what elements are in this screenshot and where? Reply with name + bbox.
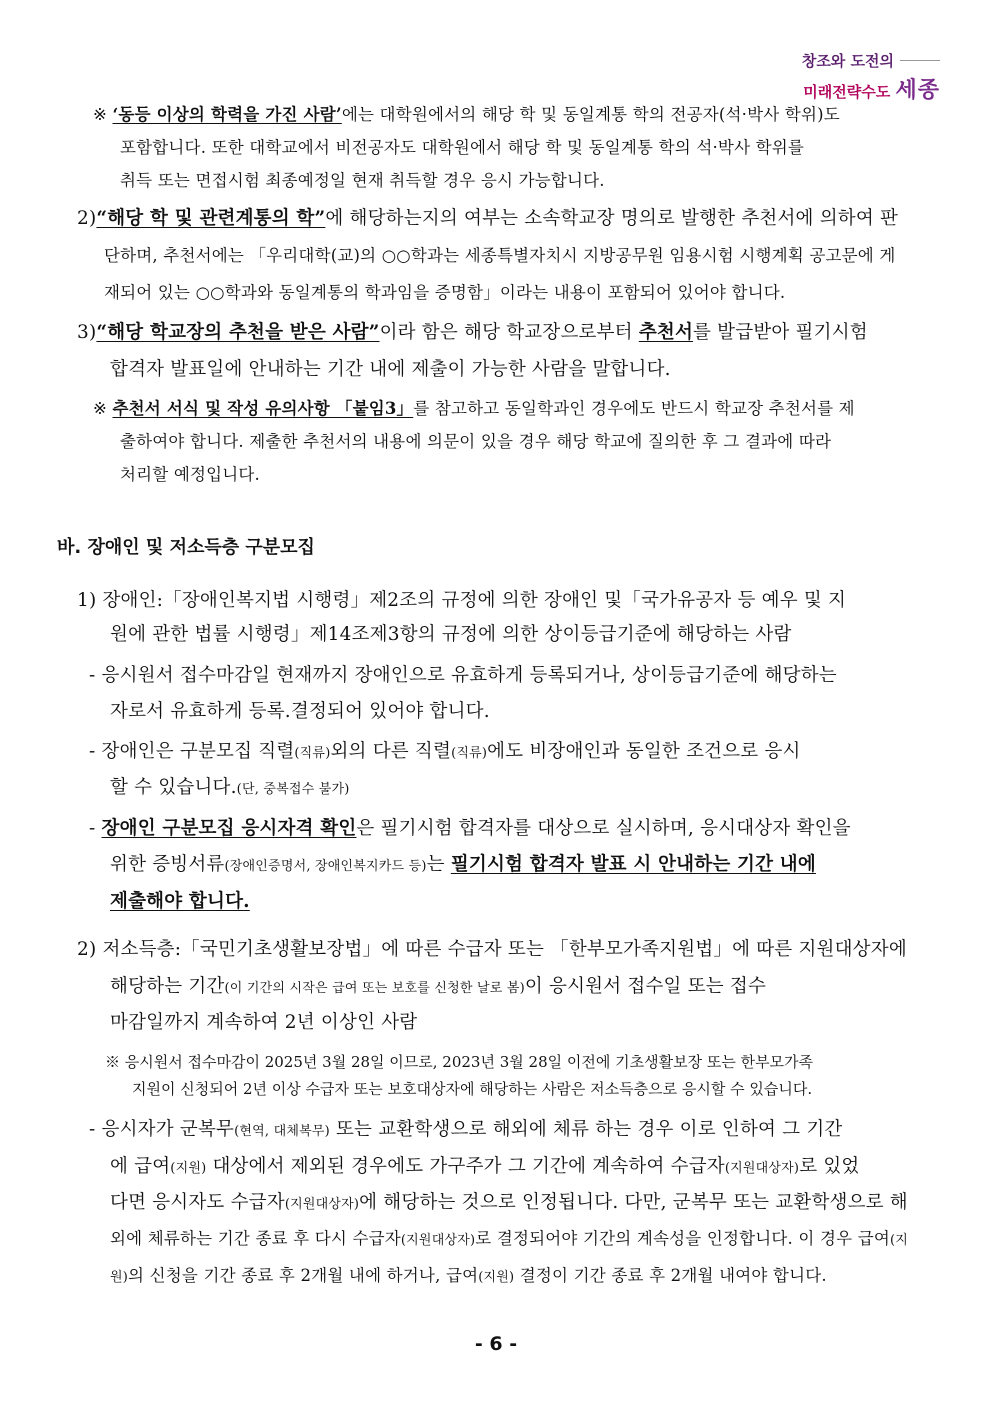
disabled-definition-line1: 1) 장애인:「장애인복지법 시행령」제2조의 규정에 의한 장애인 및「국가유공자 등 예우 및 지 [77,590,847,611]
sejong-logo [802,50,940,104]
low-income-definition-line2: 해당하는 기간(이 기간의 시작은 급여 또는 보호를 신청한 날로 봄)이 응시원서 접수일 또는 접수 [110,976,767,997]
note-equivalent-education-line2: 포함합니다. 또한 대학교에서 비전공자도 대학원에서 해당 학 및 동일계통 학의 석·박사 학위를 [120,138,805,157]
military-exchange-line4: 외에 체류하는 기간 종료 후 다시 수급자(지원대상자)로 결정되어야 기간의 계속성을 인정합니다. 이 경우 급여(지 [110,1229,909,1248]
military-exchange-line5: 원)의 신청을 기간 종료 후 2개월 내에 하거나, 급여(지원) 결정이 기간 종료 후 2개월 내여야 합니다. [110,1266,827,1285]
page-number: - 6 - [474,1333,518,1355]
disabled-eligibility-check-line1: - 장애인 구분모집 응시자격 확인은 필기시험 합격자를 대상으로 실시하며, 응시대상자 확인을 [89,818,851,839]
note-equivalent-education-line1: ※ ‘동등 이상의 학력을 가진 사람’에는 대학원에서의 해당 학 및 동일계통 학의 전공자(석·박사 학위)도 [93,105,840,124]
note-recommendation-form-line1: ※ 추천서 서식 및 작성 유의사항 「붙임3」를 참고하고 동일학과인 경우에도 반드시 학교장 추천서를 제 [93,399,855,418]
item-3-principal-recommendation-line1: 3)“해당 학교장의 추천을 받은 사람”이라 함은 해당 학교장으로부터 추천서를 발급받아 필기시험 [77,322,868,343]
logo-city-name: 세종 [895,78,940,103]
note-recommendation-form-line2: 출하여야 합니다. 제출한 추천서의 내용에 의문이 있을 경우 해당 학교에 질의한 후 그 결과에 따라 [120,432,832,451]
disabled-registration-line1: - 응시원서 접수마감일 현재까지 장애인으로 유효하게 등록되거나, 상이등급기준에 해당하는 [89,665,837,686]
note-recommendation-form-line3: 처리할 예정입니다. [120,465,261,484]
item-2-related-major-line3: 재되어 있는 ○○학과와 동일계통의 학과임을 증명함」이라는 내용이 포함되어 있어야 합니다. [104,283,786,302]
disabled-other-series-line2: 할 수 있습니다.(단, 중복접수 불가) [110,777,350,798]
military-exchange-line1: - 응시자가 군복무(현역, 대체복무) 또는 교환학생으로 해외에 체류 하는 경우 이로 인하여 그 기간 [89,1119,843,1140]
military-exchange-line3: 다면 응시자도 수급자(지원대상자)에 해당하는 것으로 인정됩니다. 다만, 군복무 또는 교환학생으로 해 [110,1192,908,1213]
low-income-definition-line3: 마감일까지 계속하여 2년 이상인 사람 [110,1012,418,1033]
note-equivalent-education-line3: 취득 또는 면접시험 최종예정일 현재 취득할 경우 응시 가능합니다. [120,171,605,190]
military-exchange-line2: 에 급여(지원) 대상에서 제외된 경우에도 가구주가 그 기간에 계속하여 수급자(지원대상자)로 있었 [110,1156,860,1177]
low-income-note-line2: 지원이 신청되어 2년 이상 수급자 또는 보호대상자에 해당하는 사람은 저소득층으로 응시할 수 있습니다. [132,1080,813,1098]
item-3-principal-recommendation-line2: 합격자 발표일에 안내하는 기간 내에 제출이 가능한 사람을 말합니다. [110,359,671,380]
disabled-eligibility-check-line3: 제출해야 합니다. [110,891,250,912]
disabled-registration-line2: 자로서 유효하게 등록.결정되어 있어야 합니다. [110,701,490,722]
low-income-definition-line1: 2) 저소득층:「국민기초생활보장법」에 따른 수급자 또는 「한부모가족지원법」에 따른 지원대상자에 [77,939,907,960]
disabled-other-series-line1: - 장애인은 구분모집 직렬(직류)외의 다른 직렬(직류)에도 비장애인과 동일한 조건으로 응시 [89,741,801,762]
section-heading: 바. 장애인 및 저소득층 구분모집 [57,537,315,558]
logo-slogan-line1: 창조와 도전의 [801,52,894,70]
item-2-related-major-line2: 단하며, 추천서에는 「우리대학(교)의 ○○학과는 세종특별자치시 지방공무원 임용시험 시행계획 공고문에 게 [104,246,896,265]
disabled-definition-line2: 원에 관한 법률 시행령」제14조제3항의 규정에 의한 상이등급기준에 해당하는 사람 [110,624,792,645]
disabled-eligibility-check-line2: 위한 증빙서류(장애인증명서, 장애인복지카드 등)는 필기시험 합격자 발표 시 안내하는 기간 내에 [110,854,816,875]
low-income-note-line1: ※ 응시원서 접수마감이 2025년 3월 28일 이므로, 2023년 3월 28일 이전에 기초생활보장 또는 한부모가족 [105,1053,814,1071]
logo-slogan-line2: 미래전략수도 [803,83,891,101]
item-2-related-major-line1: 2)“해당 학 및 관련계통의 학”에 해당하는지의 여부는 소속학교장 명의로 발행한 추천서에 의하여 판 [77,208,899,229]
logo-rule [900,60,940,61]
